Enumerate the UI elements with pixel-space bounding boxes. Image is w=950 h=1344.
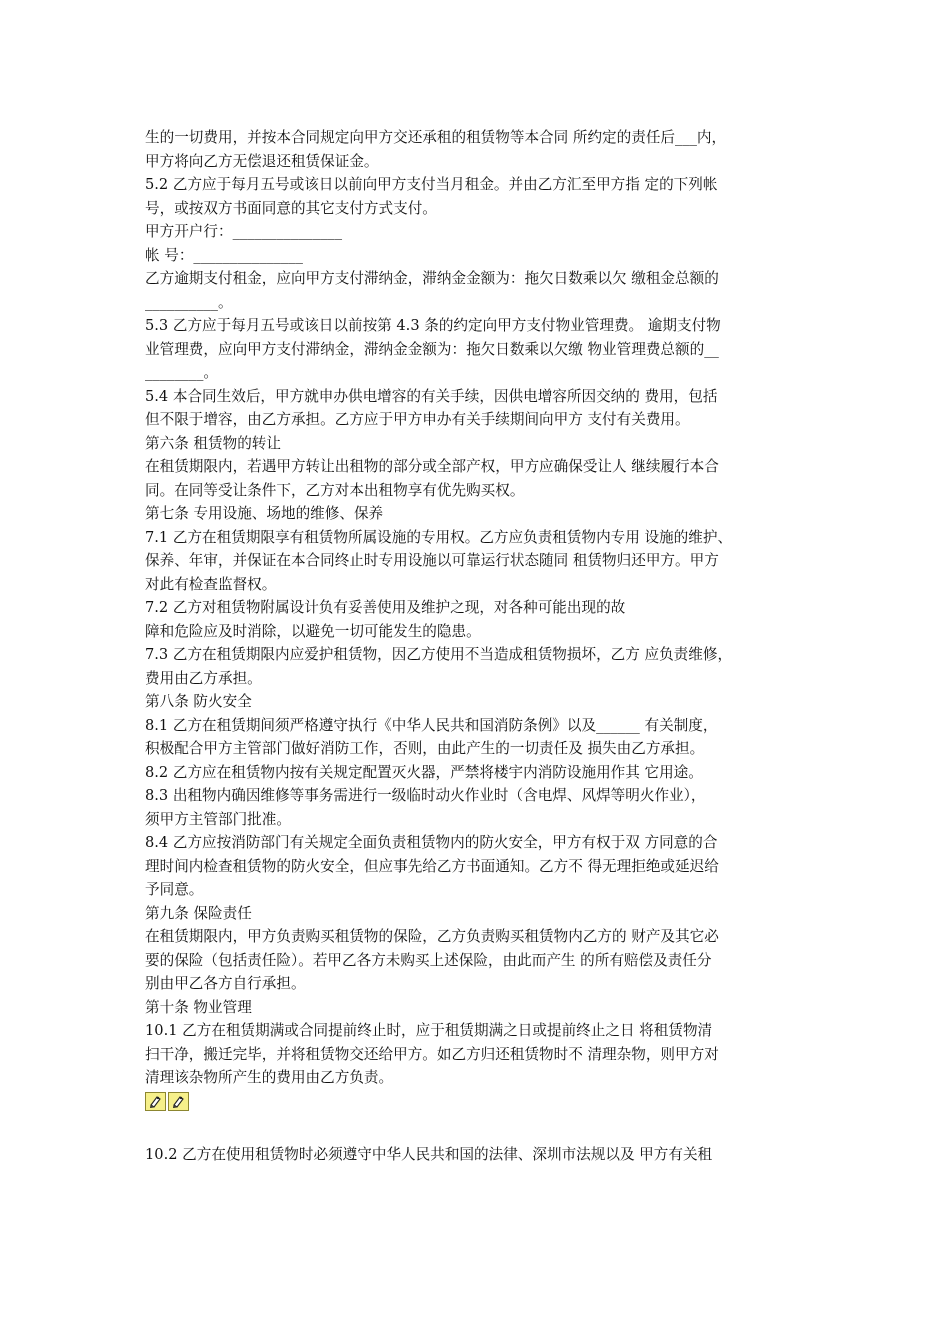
text-line: 清理该杂物所产生的费用由乙方负责。 (145, 1069, 394, 1086)
edit-icon[interactable] (145, 1092, 166, 1111)
text-line: 费用由乙方承担。 (145, 669, 262, 687)
text-line: 7.1 乙方在租赁期限享有租赁物所属设施的专用权。乙方应负责租赁物内专用 设施的维护、 (145, 528, 733, 546)
text-line: 对此有检查监督权。 (145, 575, 277, 593)
inline-icon-row (145, 1092, 810, 1112)
text-line: 别由甲乙各方自行承担。 (145, 975, 306, 992)
text-line: 5.4 本合同生效后，甲方就申办供电增容的有关手续，因供电增容所因交纳的 费用，包括 (145, 387, 718, 405)
text-line: 7.2 乙方对租赁物附属设计负有妥善使用及维护之现，对各种可能出现的故 (145, 599, 626, 616)
text-line: 8.3 出租物内确因维修等事务需进行一级临时动火作业时（含电焊、风焊等明火作业）， (145, 787, 706, 804)
text-line: 乙方逾期支付租金，应向甲方支付滞纳金，滞纳金金额为：拖欠日数乘以欠 缴租金总额的 (145, 270, 719, 287)
text-line: 在租赁期限内，若遇甲方转让出租物的部分或全部产权，甲方应确保受让人 继续履行本合 (145, 458, 719, 475)
text-line: 扫干净，搬迁完毕，并将租赁物交还给甲方。如乙方归还租赁物时不 清理杂物，则甲方对 (145, 1045, 719, 1063)
edit-icon[interactable] (168, 1092, 189, 1111)
text-line: __________。 (145, 293, 233, 311)
text-line: 障和危险应及时消除，以避免一切可能发生的隐患。 (145, 622, 481, 640)
text-line: 号，或按双方书面同意的其它支付方式支付。 (145, 199, 437, 217)
text-line: 8.2 乙方应在租赁物内按有关规定配置灭火器，严禁将楼宇内消防设施用作其 它用途。 (145, 763, 703, 781)
text-line: 甲方开户行：_______________ (145, 223, 343, 240)
text-line: 甲方将向乙方无偿退还租赁保证金。 (145, 152, 379, 170)
text-line: 保养、年审，并保证在本合同终止时专用设施以可靠运行状态随同 租赁物归还甲方。甲方 (145, 552, 719, 569)
paragraph-block-continued (145, 1143, 810, 1167)
text-line: 第十条 物业管理 (145, 998, 252, 1016)
text-line: 业管理费，应向甲方支付滞纳金，滞纳金金额为：拖欠日数乘以欠缴 物业管理费总额的__ (145, 340, 719, 358)
text-line: 8.1 乙方在租赁期间须严格遵守执行《中华人民共和国消防条例》以及______ 有关制度， (145, 716, 718, 734)
text-line: 须甲方主管部门批准。 (145, 810, 291, 828)
text-line: 5.3 乙方应于每月五号或该日以前按第 4.3 条的约定向甲方支付物业管理费。 逾期支付物 (145, 317, 721, 334)
text-line: 生的一切费用，并按本合同规定向甲方交还承租的租赁物等本合同 所约定的责任后___内， (145, 129, 727, 146)
text-line: 10.1 乙方在租赁期满或合同提前终止时，应于租赁期满之日或提前终止之日 将租赁物清 (145, 1022, 713, 1039)
text-line: 要的保险（包括责任险）。若甲乙各方未购买上述保险，由此而产生 的所有赔偿及责任分 (145, 951, 712, 969)
text-line: 积极配合甲方主管部门做好消防工作，否则，由此产生的一切责任及 损失由乙方承担。 (145, 740, 705, 757)
text-line: 在租赁期限内，甲方负责购买租赁物的保险，乙方负责购买租赁物内乙方的 财产及其它必 (145, 928, 719, 945)
text-line: 第六条 租赁物的转让 (145, 434, 281, 452)
text-line: 第七条 专用设施、场地的维修、保养 (145, 505, 384, 522)
text-line: 第八条 防火安全 (145, 693, 252, 710)
document-body (145, 126, 810, 1166)
text-line: 予同意。 (145, 881, 204, 898)
text-line: 7.3 乙方在租赁期限内应爱护租赁物，因乙方使用不当造成租赁物损坏，乙方 应负责维修， (145, 646, 733, 663)
text-line: 第九条 保险责任 (145, 904, 252, 922)
text-line: 理时间内检查租赁物的防火安全，但应事先给乙方书面通知。乙方不 得无理拒绝或延迟给 (145, 857, 719, 875)
text-line: 但不限于增容，由乙方承担。乙方应于甲方申办有关手续期间向甲方 支付有关费用。 (145, 411, 690, 428)
text-line: 8.4 乙方应按消防部门有关规定全面负责租赁物内的防火安全，甲方有权于双 方同意的合 (145, 834, 718, 851)
paragraph-block (145, 126, 810, 1090)
text-line: 同。在同等受让条件下，乙方对本出租物享有优先购买权。 (145, 481, 525, 499)
text-line: 5.2 乙方应于每月五号或该日以前向甲方支付当月租金。并由乙方汇至甲方指 定的下列帐 (145, 176, 718, 193)
text-line: 10.2 乙方在使用租赁物时必须遵守中华人民共和国的法律、深圳市法规以及 甲方有关租 (145, 1145, 713, 1163)
text-line: 帐 号：_______________ (145, 246, 303, 264)
text-line: ________。 (145, 364, 218, 381)
